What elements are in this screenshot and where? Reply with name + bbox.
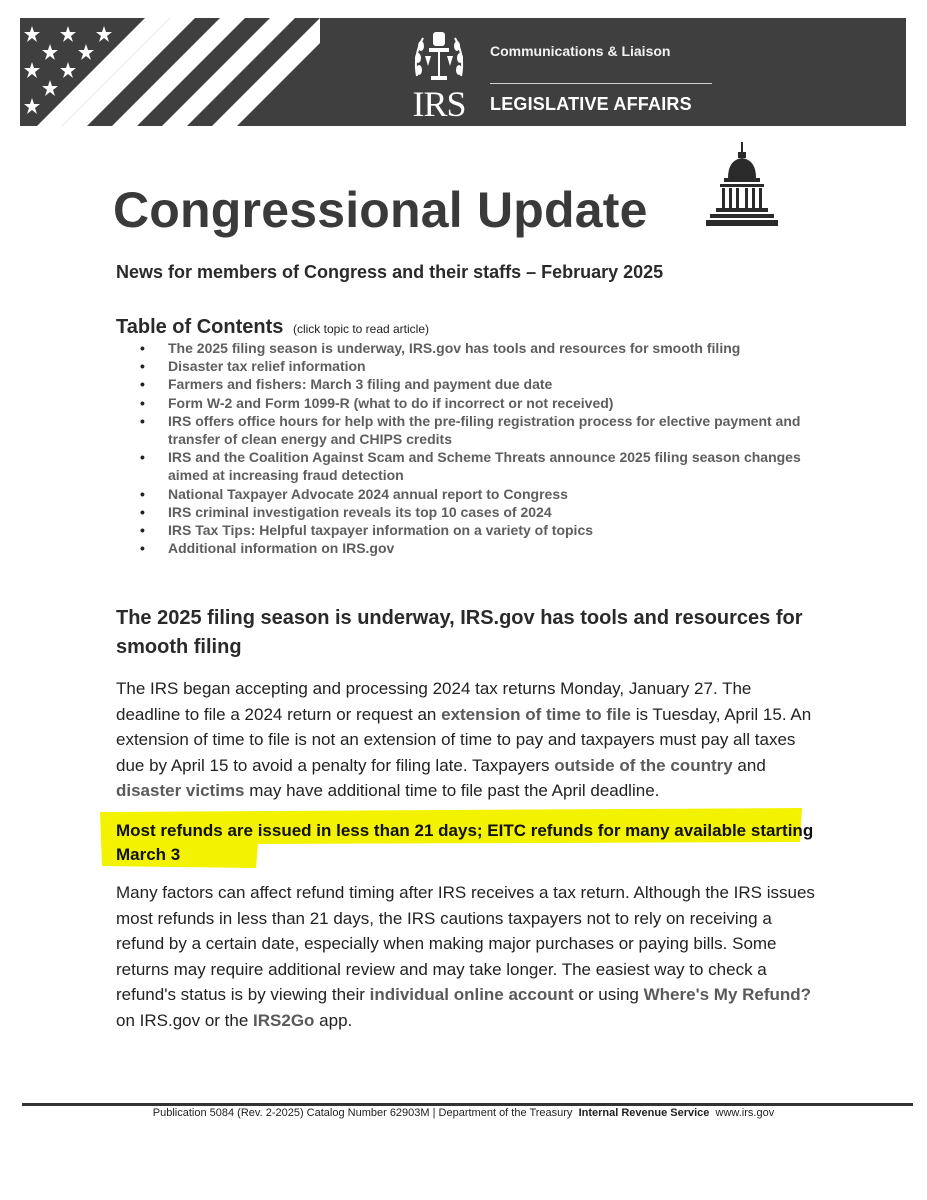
irs-logo <box>409 26 469 122</box>
text-run: or using <box>573 985 644 1005</box>
toc-hint: (click topic to read article) <box>292 322 430 336</box>
article-heading: The 2025 filing season is underway, IRS.gov has tools and resources for smooth filing <box>116 607 803 658</box>
toc-link-tax-tips[interactable]: • IRS Tax Tips: Helpful taxpayer information on a variety of topics <box>140 521 830 539</box>
toc-link-filing-season[interactable]: • The 2025 filing season is underway, IRS.gov has tools and resources for smooth filing <box>140 339 830 357</box>
page-title: Congressional Update <box>113 182 648 238</box>
toc-link-scam-coalition[interactable]: • IRS and the Coalition Against Scam and Scheme Threats announce 2025 filing season changes aimed at increasing fraud detection <box>140 448 830 484</box>
footer-publication: Publication 5084 (Rev. 2-2025) Catalog Number 62903M | Department of the Treasury <box>152 1107 573 1119</box>
article-paragraph-1 <box>116 676 816 804</box>
footer <box>0 1107 927 1119</box>
text-run: may have additional time to file past the April deadline. <box>244 781 660 801</box>
flag-graphic <box>20 18 320 126</box>
header-line2: LEGISLATIVE AFFAIRS <box>490 94 692 114</box>
text-run: on IRS.gov or the <box>116 1010 254 1030</box>
header-divider <box>490 83 712 84</box>
toc-heading <box>116 316 429 339</box>
capitol-icon <box>704 142 780 230</box>
irs-logo-text: IRS <box>412 84 466 124</box>
extension-link[interactable]: extension of time to file <box>441 704 631 724</box>
toc-link-additional-info[interactable]: • Additional information on IRS.gov <box>140 539 830 557</box>
toc-link-criminal-investigation[interactable]: • IRS criminal investigation reveals its top 10 cases of 2024 <box>140 503 830 521</box>
header-banner <box>20 18 906 126</box>
subtitle: News for members of Congress and their staffs – February 2025 <box>116 262 664 282</box>
toc-link-taxpayer-advocate[interactable]: • National Taxpayer Advocate 2024 annual report to Congress <box>140 485 830 503</box>
text-run: The IRS began accepting and processing 2024 tax returns Monday, January 27. The deadline to file a 2024 return or request an <box>116 679 752 724</box>
toc-list <box>140 339 830 557</box>
footer-divider <box>22 1103 913 1106</box>
text-run: is Tuesday, April 15. An extension of time to file is not an extension of time to pay and taxpayers must pay all taxes due by April 15 to avoid a penalty for filing late. Taxpayers <box>116 704 812 775</box>
text-run: and <box>732 755 766 775</box>
toc-title: Table of Contents <box>116 316 284 338</box>
toc-link-office-hours[interactable]: • IRS offers office hours for help with the pre-filing registration process for elective payment and transfer of clean energy and CHIPS credits <box>140 412 830 448</box>
footer-org: Internal Revenue Service <box>578 1107 710 1119</box>
toc-link-form-w2[interactable]: • Form W-2 and Form 1099-R (what to do if incorrect or not received) <box>140 394 830 412</box>
text-run: Many factors can affect refund timing after IRS receives a tax return. Although the IRS issues most refunds in less than 21 days, the IRS cautions taxpayers not to rely on receiving a refund by a certain date, especially when making major purchases or paying bills. Some returns may require additional review and may take longer. The easiest way to check a refund's status is by viewing their <box>116 883 815 1005</box>
article-paragraph-2 <box>116 880 816 1034</box>
irs2go-link[interactable]: IRS2Go <box>253 1010 315 1030</box>
toc-link-disaster-relief[interactable]: • Disaster tax relief information <box>140 357 830 375</box>
header-line1: Communications & Liaison <box>490 43 671 59</box>
toc-link-farmers-fishers[interactable]: • Farmers and fishers: March 3 filing and payment due date <box>140 375 830 393</box>
wheres-my-refund-link[interactable]: Where's My Refund? <box>643 985 812 1005</box>
footer-url[interactable]: www.irs.gov <box>715 1107 775 1119</box>
online-account-link[interactable]: individual online account <box>369 985 574 1005</box>
eagle-seal-icon <box>409 26 469 86</box>
text-run: app. <box>314 1010 353 1030</box>
disaster-victims-link[interactable]: disaster victims <box>116 781 245 801</box>
article-subheading: Most refunds are issued in less than 21 days; EITC refunds for many available starting March 3 <box>116 821 814 864</box>
outside-country-link[interactable]: outside of the country <box>554 755 733 775</box>
